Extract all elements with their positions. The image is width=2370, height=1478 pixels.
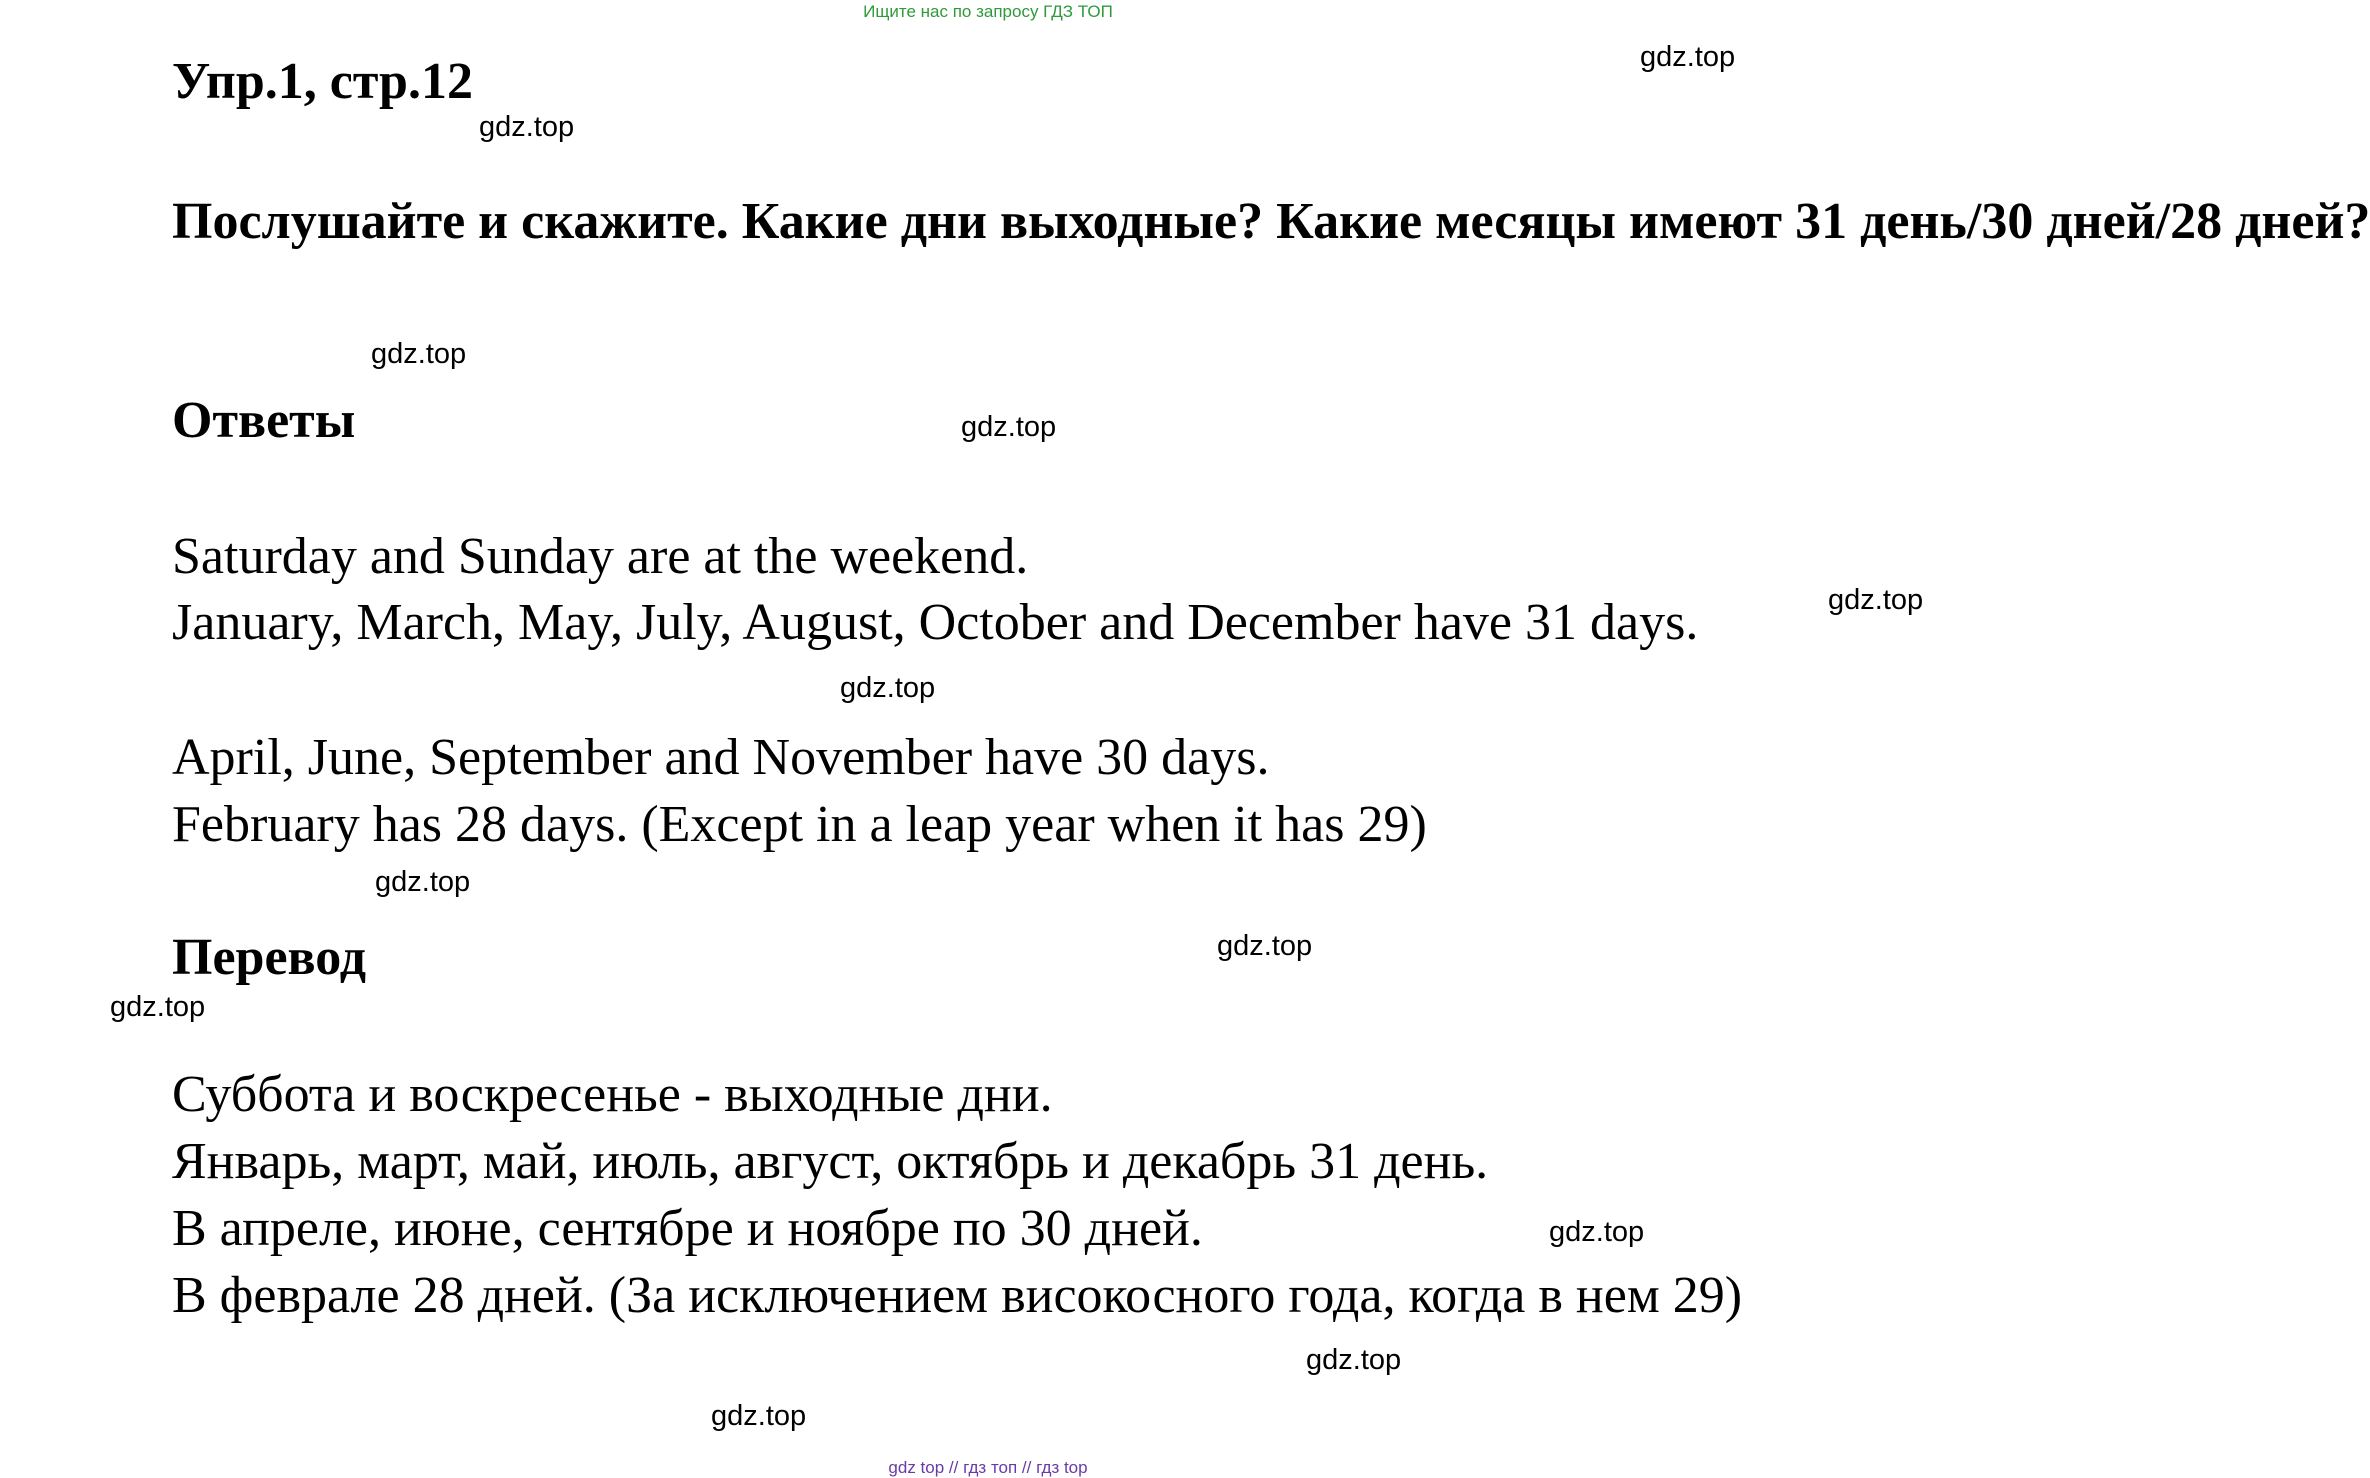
watermark: gdz.top bbox=[1306, 1344, 1402, 1376]
watermark: gdz.top bbox=[371, 338, 467, 370]
top-banner: Ищите нас по запросу ГДЗ ТОП bbox=[863, 2, 1113, 21]
translation-line-1: Суббота и воскресенье - выходные дни. bbox=[172, 1066, 1053, 1123]
watermark: gdz.top bbox=[375, 866, 471, 898]
page-title: Упр.1, стр.12 bbox=[172, 53, 473, 110]
answer-line-3: April, June, September and November have 30 days. bbox=[172, 729, 1270, 786]
answers-heading: Ответы bbox=[172, 392, 356, 449]
watermark: gdz.top bbox=[1640, 41, 1736, 73]
bottom-banner: gdz top // гдз топ // гдз top bbox=[888, 1458, 1088, 1477]
answer-line-4: February has 28 days. (Except in a leap year when it has 29) bbox=[172, 796, 1427, 853]
translation-heading: Перевод bbox=[172, 929, 367, 986]
watermark: gdz.top bbox=[1217, 930, 1313, 962]
watermark: gdz.top bbox=[840, 672, 936, 704]
answer-line-2: January, March, May, July, August, October and December have 31 days. bbox=[172, 594, 1699, 651]
answer-line-1: Saturday and Sunday are at the weekend. bbox=[172, 528, 1029, 585]
watermark: gdz.top bbox=[961, 411, 1057, 443]
watermark: gdz.top bbox=[1828, 584, 1924, 616]
watermark: gdz.top bbox=[1549, 1216, 1645, 1248]
watermark: gdz.top bbox=[711, 1400, 807, 1432]
watermark: gdz.top bbox=[110, 991, 206, 1023]
task-text: Послушайте и скажите. Какие дни выходные? Какие месяцы имеют 31 день/30 дней/28 дней? bbox=[172, 193, 2370, 250]
translation-line-4: В феврале 28 дней. (За исключением високосного года, когда в нем 29) bbox=[172, 1267, 1743, 1324]
translation-line-2: Январь, март, май, июль, август, октябрь и декабрь 31 день. bbox=[172, 1133, 1489, 1190]
translation-line-3: В апреле, июне, сентябре и ноябре по 30 дней. bbox=[172, 1200, 1203, 1257]
watermark: gdz.top bbox=[479, 111, 575, 143]
